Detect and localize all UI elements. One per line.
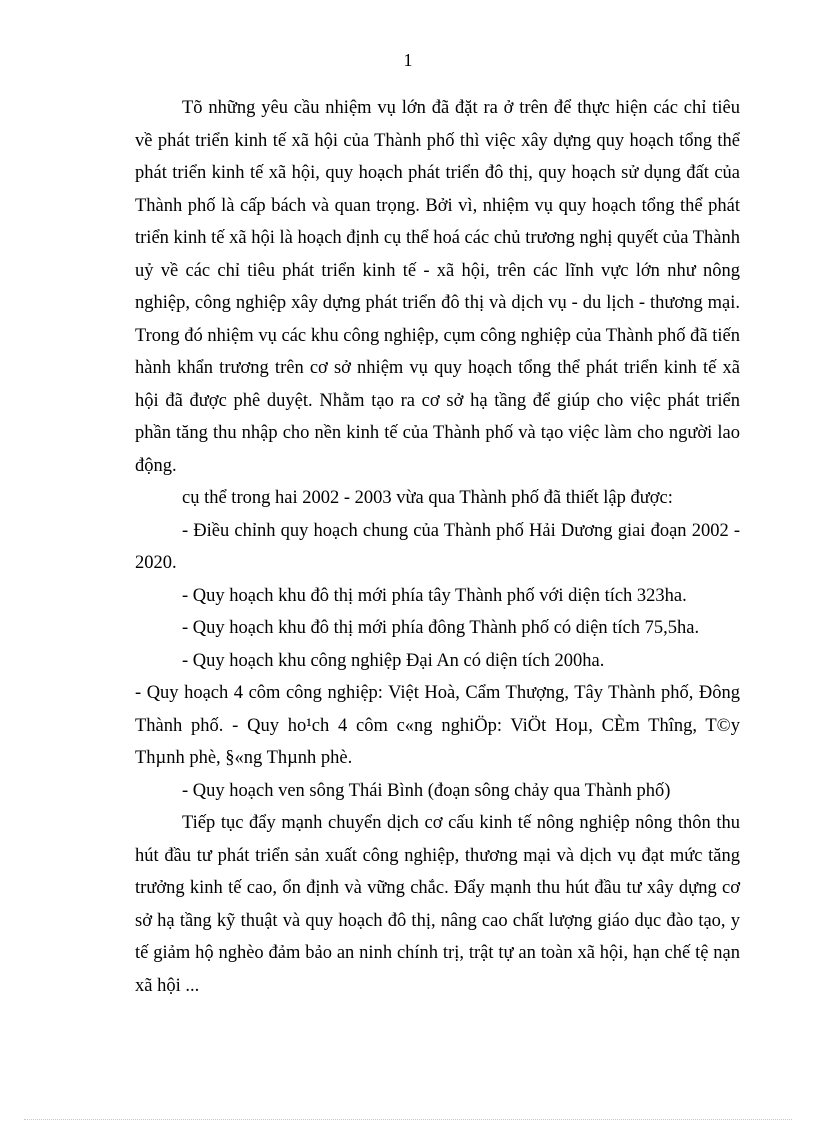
list-item: - Quy hoạch 4 côm công nghiệp: Việt Hoà, Cẩm Thượng, Tây Thành phố, Đông Thành phố. - Quy ho¹ch 4 côm c«ng nghiÖp: ViÖt Hoµ, CÈm Thîng, T©y Thµnh phè, §«ng Thµnh phè. <box>135 683 740 768</box>
list-item: - Điều chỉnh quy hoạch chung của Thành phố Hải Dương giai đoạn 2002 - 2020. <box>135 520 740 573</box>
paragraph-intro: Tõ những yêu cầu nhiệm vụ lớn đã đặt ra ở trên để thực hiện các chỉ tiêu về phát triển kinh tế xã hội của Thành phố thì việc xây dựng quy hoạch tổng thể phát triển kinh tế xã hội, quy hoạch phát triển đô thị, quy hoạch sử dụng đất của Thành phố là cấp bách và quan trọng. Bởi vì, nhiệm vụ quy hoạch tổng thể phát triển kinh tế xã hội là hoạch định cụ thể hoá các chủ trương nghị quyết của Thành uỷ về các chỉ tiêu phát triển kinh tế - xã hội, trên các lĩnh vực lớn như nông nghiệp, công nghiệp xây dựng phát triển đô thị và dịch vụ - du lịch - thương mại. Trong đó nhiệm vụ các khu công nghiệp, cụm công nghiệp của Thành phố đã tiến hành khẩn trương trên cơ sở nhiệm vụ quy hoạch tổng thể phát triển kinh tế xã hội đã được phê duyệt. Nhằm tạo ra cơ sở hạ tầng để giúp cho việc phát triển phần tăng thu nhập cho nền kinh tế của Thành phố và tạo việc làm cho người lao động. <box>135 98 740 476</box>
list-item: - Quy hoạch khu đô thị mới phía tây Thành phố với diện tích 323ha. <box>182 585 687 606</box>
page-number: 1 <box>403 50 413 70</box>
body-text <box>135 92 740 1002</box>
list-item: - Quy hoạch ven sông Thái Bình (đoạn sông chảy qua Thành phố) <box>182 780 671 801</box>
list-item: - Quy hoạch khu đô thị mới phía đông Thành phố có diện tích 75,5ha. <box>182 618 700 638</box>
list-item: - Quy hoạch khu công nghiệp Đại An có diện tích 200ha. <box>182 650 605 671</box>
paragraph-conclusion: Tiếp tục đẩy mạnh chuyển dịch cơ cấu kinh tế nông nghiệp nông thôn thu hút đầu tư phát triển sản xuất công nghiệp, thương mại và dịch vụ đạt mức tăng trưởng kinh tế cao, ổn định và vững chắc. Đẩy mạnh thu hút đầu tư xây dựng cơ sở hạ tầng kỹ thuật và quy hoạch đô thị, nâng cao chất lượng giáo dục đào tạo, y tế giảm hộ nghèo đảm bảo an ninh chính trị, trật tự an toàn xã hội, hạn chế tệ nạn xã hội ... <box>135 813 740 996</box>
paragraph-summary-lead: cụ thể trong hai 2002 - 2003 vừa qua Thành phố đã thiết lập được: <box>182 488 673 508</box>
page-bottom-divider <box>24 1119 792 1120</box>
